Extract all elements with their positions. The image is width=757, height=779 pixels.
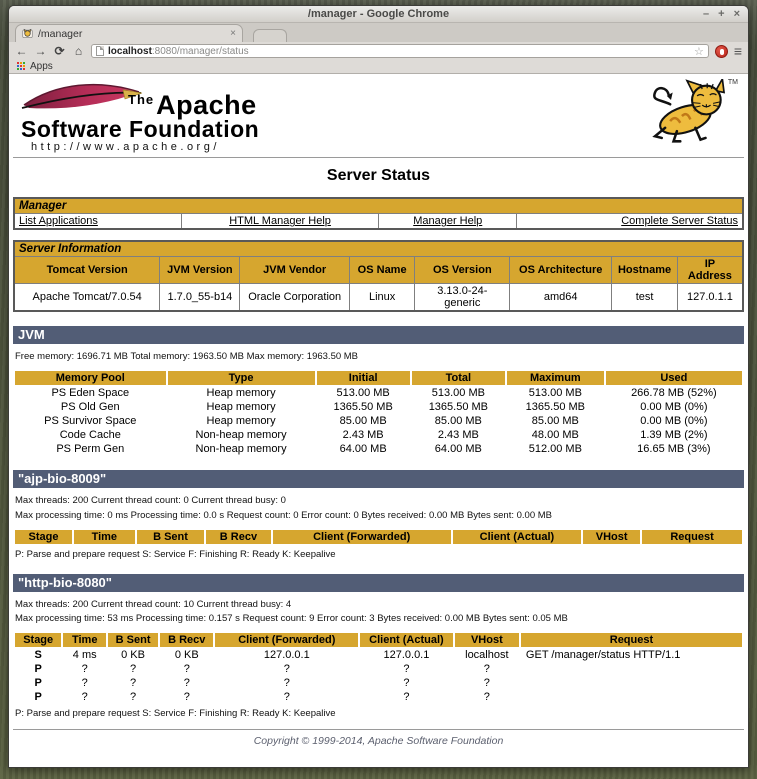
http-stage-legend: P: Parse and prepare request S: Service F: Finishing R: Ready K: Keepalive xyxy=(15,708,336,720)
jvm-vendor: Oracle Corporation xyxy=(240,284,349,312)
col-used: Used xyxy=(606,371,742,385)
col-maximum: Maximum xyxy=(507,371,604,385)
forward-icon[interactable]: → xyxy=(34,44,47,58)
table-cell: localhost xyxy=(465,648,509,661)
server-info-headers xyxy=(14,257,743,284)
col-ip-address: IP Address xyxy=(677,257,743,284)
link-manager-help[interactable]: Manager Help xyxy=(413,215,483,228)
title-bar[interactable] xyxy=(9,6,748,23)
header-divider xyxy=(13,157,744,158)
table-cell: 64.00 MB xyxy=(434,442,482,455)
table-row xyxy=(15,690,742,703)
table-cell: Heap memory xyxy=(206,414,276,427)
os-name: Linux xyxy=(349,284,415,312)
ajp-request-table xyxy=(13,529,744,545)
table-cell: ? xyxy=(130,662,137,675)
ip-address: 127.0.1.1 xyxy=(677,284,743,312)
col-client-actual: Client (Actual) xyxy=(453,530,581,544)
ajp-connector-summary xyxy=(15,494,742,523)
table-cell: ? xyxy=(403,676,410,689)
table-cell: ? xyxy=(183,676,190,689)
col-tomcat-version: Tomcat Version xyxy=(14,257,160,284)
trademark-label: TM xyxy=(727,79,738,86)
table-cell: PS Perm Gen xyxy=(56,442,125,455)
table-cell: ? xyxy=(283,676,290,689)
table-cell: Heap memory xyxy=(206,386,276,399)
table-cell: 1.39 MB (2%) xyxy=(640,428,708,441)
table-row xyxy=(15,662,742,675)
col-client-forwarded: Client (Forwarded) xyxy=(215,633,358,647)
table-row xyxy=(15,386,742,399)
table-row xyxy=(15,428,742,441)
http-request-rows xyxy=(15,648,742,703)
table-cell: ? xyxy=(483,662,490,675)
jvm-section-bar: JVM xyxy=(13,326,744,344)
col-os-version: OS Version xyxy=(415,257,510,284)
page-icon xyxy=(96,46,104,56)
table-cell: 16.65 MB (3%) xyxy=(637,442,711,455)
col-request: Request xyxy=(521,633,742,647)
table-cell: 2.43 MB xyxy=(437,428,479,441)
logo-url: http://www.apache.org/ xyxy=(31,141,220,154)
table-cell: Non-heap memory xyxy=(195,442,287,455)
table-cell: ? xyxy=(81,662,88,675)
col-b-recv: B Recv xyxy=(160,633,213,647)
table-row xyxy=(15,676,742,689)
apache-logo[interactable] xyxy=(17,79,259,153)
table-cell: 512.00 MB xyxy=(528,442,582,455)
table-cell: ? xyxy=(130,676,137,689)
table-cell: 2.43 MB xyxy=(342,428,384,441)
tomcat-version: Apache Tomcat/7.0.54 xyxy=(14,284,160,312)
apps-grid-icon[interactable] xyxy=(17,62,26,71)
address-bar[interactable] xyxy=(91,44,709,58)
table-cell: P xyxy=(34,662,42,675)
manager-nav-table xyxy=(13,197,744,230)
http-threads-line: Max threads: 200 Current thread count: 10 Current thread busy: 4 xyxy=(15,598,292,610)
tab-strip xyxy=(9,23,748,42)
table-cell: 85.00 MB xyxy=(434,414,482,427)
tab-manager[interactable] xyxy=(15,24,243,42)
browser-window xyxy=(8,5,749,768)
tab-close-icon[interactable]: × xyxy=(230,28,236,39)
table-cell: ? xyxy=(81,676,88,689)
col-stage: Stage xyxy=(15,530,72,544)
col-time: Time xyxy=(74,530,135,544)
table-cell: 85.00 MB xyxy=(339,414,387,427)
table-cell: P xyxy=(34,690,42,703)
col-memory-pool: Memory Pool xyxy=(15,371,166,385)
table-cell: 266.78 MB (52%) xyxy=(631,386,717,399)
table-cell: ? xyxy=(483,690,490,703)
table-cell: 127.0.0.1 xyxy=(383,648,430,661)
jvm-memory-summary: Free memory: 1696.71 MB Total memory: 1963.50 MB Max memory: 1963.50 MB xyxy=(15,351,359,363)
table-cell: 513.00 MB xyxy=(528,386,582,399)
table-cell: S xyxy=(34,648,42,661)
tomcat-logo[interactable] xyxy=(644,79,740,148)
os-architecture: amd64 xyxy=(510,284,612,312)
minimize-button[interactable]: – xyxy=(703,8,710,20)
chrome-menu-icon[interactable]: ≡ xyxy=(733,43,742,59)
table-cell xyxy=(521,690,742,703)
jvm-memory-table xyxy=(13,370,744,456)
header-logos xyxy=(13,77,744,153)
table-cell: PS Old Gen xyxy=(60,400,120,413)
ajp-threads-line: Max threads: 200 Current thread count: 0 Current thread busy: 0 xyxy=(15,495,286,507)
link-complete-server-status[interactable]: Complete Server Status xyxy=(621,215,738,228)
page-content xyxy=(9,74,748,767)
footer-divider xyxy=(13,729,744,730)
table-cell: 0 KB xyxy=(174,648,199,661)
col-stage: Stage xyxy=(15,633,61,647)
table-cell: ? xyxy=(183,662,190,675)
table-cell: 0.00 MB (0%) xyxy=(640,414,708,427)
table-cell: GET /manager/status HTTP/1.1 xyxy=(525,648,681,661)
logo-the: The xyxy=(128,92,155,107)
table-cell: ? xyxy=(183,690,190,703)
col-jvm-version: JVM Version xyxy=(160,257,240,284)
col-request: Request xyxy=(642,530,742,544)
ajp-connector-bar: "ajp-bio-8009" xyxy=(13,470,744,488)
table-cell: 127.0.0.1 xyxy=(263,648,310,661)
table-cell: 48.00 MB xyxy=(531,428,579,441)
table-cell: 1365.50 MB xyxy=(428,400,489,413)
browser-toolbar xyxy=(9,42,748,60)
table-cell: PS Survivor Space xyxy=(44,414,137,427)
url-text[interactable] xyxy=(108,46,690,57)
col-time: Time xyxy=(63,633,106,647)
server-info-table xyxy=(13,240,744,312)
table-cell: ? xyxy=(483,676,490,689)
col-b-sent: B Sent xyxy=(137,530,205,544)
col-hostname: Hostname xyxy=(612,257,678,284)
col-b-recv: B Recv xyxy=(206,530,270,544)
col-client-actual: Client (Actual) xyxy=(360,633,453,647)
col-type: Type xyxy=(168,371,315,385)
apps-bookmark[interactable]: Apps xyxy=(30,61,53,72)
table-cell: 0 KB xyxy=(121,648,145,661)
url-host: localhost xyxy=(108,45,152,57)
table-cell xyxy=(521,662,742,675)
tomcat-cat-icon xyxy=(644,79,730,143)
tomcat-favicon xyxy=(22,28,33,39)
table-row xyxy=(15,442,742,455)
jvm-version: 1.7.0_55-b14 xyxy=(160,284,240,312)
server-info-values xyxy=(14,284,743,312)
jvm-memory-rows xyxy=(15,386,742,455)
new-tab-button[interactable] xyxy=(253,29,287,42)
col-os-name: OS Name xyxy=(349,257,415,284)
table-cell: Non-heap memory xyxy=(195,428,287,441)
table-cell: 4 ms xyxy=(72,648,97,661)
back-icon[interactable]: ← xyxy=(15,44,28,58)
hostname: test xyxy=(612,284,678,312)
home-icon[interactable]: ⌂ xyxy=(74,44,83,58)
table-cell: ? xyxy=(130,690,137,703)
table-cell: 64.00 MB xyxy=(339,442,387,455)
manager-section-title: Manager xyxy=(14,198,743,214)
tab-title: /manager xyxy=(38,27,83,40)
bookmark-star-icon[interactable]: ☆ xyxy=(693,45,704,58)
maximize-button[interactable]: + xyxy=(718,8,725,20)
col-b-sent: B Sent xyxy=(108,633,158,647)
ajp-stage-legend: P: Parse and prepare request S: Service F: Finishing R: Ready K: Keepalive xyxy=(15,548,336,560)
table-cell: P xyxy=(34,676,42,689)
col-vhost: VHost xyxy=(455,633,519,647)
col-os-architecture: OS Architecture xyxy=(510,257,612,284)
table-row xyxy=(15,414,742,427)
col-initial: Initial xyxy=(317,371,410,385)
bookmarks-bar xyxy=(9,60,748,74)
table-cell xyxy=(521,676,742,689)
http-processing-line: Max processing time: 53 ms Processing time: 0.157 s Request count: 9 Error count: 3 Bytes received: 0.00 MB Bytes sent: 0.05 MB xyxy=(15,613,568,625)
table-cell: ? xyxy=(81,690,88,703)
table-cell: ? xyxy=(283,690,290,703)
table-cell: 513.00 MB xyxy=(336,386,390,399)
http-connector-summary xyxy=(15,598,742,627)
table-cell: 1365.50 MB xyxy=(333,400,393,413)
url-path: :8080/manager/status xyxy=(151,45,249,57)
table-cell: ? xyxy=(283,662,290,675)
window-title: /manager - Google Chrome xyxy=(307,8,450,20)
os-version: 3.13.0-24-generic xyxy=(415,284,510,312)
close-button[interactable]: × xyxy=(733,8,740,20)
http-connector-bar: "http-bio-8080" xyxy=(13,574,744,592)
col-client-forwarded: Client (Forwarded) xyxy=(273,530,451,544)
copyright-notice: Copyright © 1999-2014, Apache Software Foundation xyxy=(253,735,504,748)
server-info-title: Server Information xyxy=(14,241,743,257)
table-cell: ? xyxy=(403,662,410,675)
logo-apache: Apache xyxy=(156,89,257,120)
http-request-table xyxy=(13,632,744,704)
table-cell: Heap memory xyxy=(206,400,276,413)
logo-software-foundation: Software Foundation xyxy=(21,116,260,142)
table-cell: 85.00 MB xyxy=(531,414,579,427)
col-vhost: VHost xyxy=(583,530,640,544)
table-row xyxy=(15,400,742,413)
table-cell: 1365.50 MB xyxy=(525,400,585,413)
table-cell: ? xyxy=(403,690,410,703)
page-title: Server Status xyxy=(326,167,431,185)
table-cell: 0.00 MB (0%) xyxy=(640,400,708,413)
ajp-processing-line: Max processing time: 0 ms Processing time: 0.0 s Request count: 0 Error count: 0 Bytes received: 0.00 MB Bytes sent: 0.00 MB xyxy=(15,509,552,521)
link-list-applications[interactable]: List Applications xyxy=(19,215,98,228)
col-jvm-vendor: JVM Vendor xyxy=(240,257,349,284)
table-cell: 513.00 MB xyxy=(431,386,485,399)
link-html-manager-help[interactable]: HTML Manager Help xyxy=(229,215,331,228)
table-cell: PS Eden Space xyxy=(51,386,130,399)
table-row xyxy=(15,648,742,661)
table-cell: Code Cache xyxy=(59,428,121,441)
reload-icon[interactable]: ⟳ xyxy=(54,44,65,58)
adblock-extension-icon[interactable] xyxy=(715,45,728,58)
col-total: Total xyxy=(412,371,505,385)
